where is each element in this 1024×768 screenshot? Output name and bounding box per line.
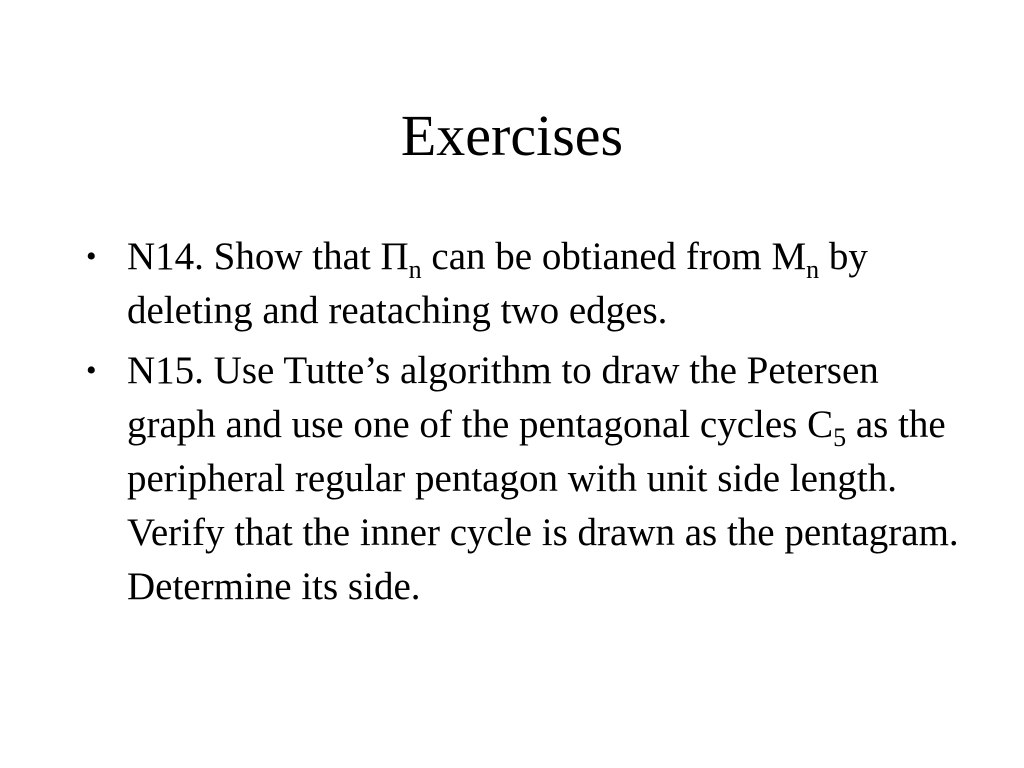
- n15-text-part2: as the peripheral regular pentagon with unit side length. Verify that the inner cycle is drawn as the pentagram. Determine its side.: [127, 403, 959, 608]
- bullet-item-n15: [82, 344, 962, 614]
- bullet-list: [82, 230, 962, 614]
- bullet-icon: •: [86, 240, 97, 273]
- c-subscript: 5: [833, 423, 847, 452]
- n15-text-part1: N15. Use Tutte’s algorithm to draw the Petersen graph and use one of the pentagonal cycles C: [127, 349, 879, 446]
- slide-title: Exercises: [400, 103, 624, 168]
- pi-symbol: Π: [380, 235, 409, 278]
- bullet-icon: •: [86, 354, 97, 387]
- bullet-item-n14: [82, 230, 962, 338]
- m-subscript: n: [806, 255, 820, 284]
- n14-text-part3: by deleting and reataching two edges.: [127, 235, 868, 332]
- n14-text-part1: N14. Show that: [127, 235, 381, 278]
- n14-text-part2: can be obtianed from M: [421, 235, 807, 278]
- pi-subscript: n: [408, 255, 422, 284]
